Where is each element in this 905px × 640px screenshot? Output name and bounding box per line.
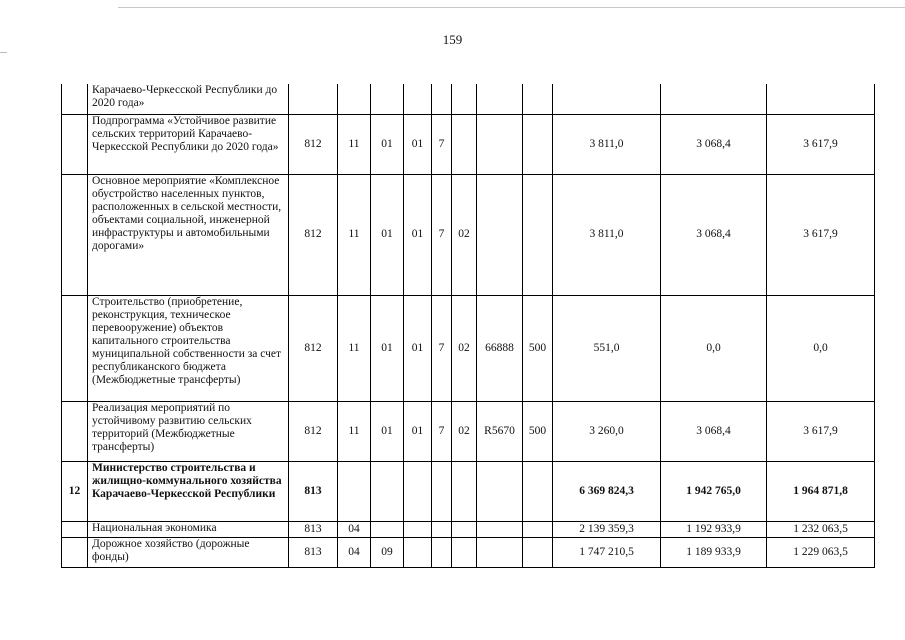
amount-2: 1 192 933,9 [661, 521, 767, 537]
code-gr: 812 [289, 174, 338, 295]
code-pr [371, 461, 404, 521]
row-name: Строительство (приобретение, реконструкция, техническое перевооружение) объектов капитального строительства муниципальной собственности за счет республиканского бюджета (Межбюджетные трансферты) [88, 295, 289, 401]
code-direction [477, 174, 523, 295]
amount-2: 1 189 933,9 [661, 537, 767, 567]
row-name: Национальная экономика [88, 521, 289, 537]
code-rz: 11 [338, 174, 371, 295]
table-row [62, 461, 875, 521]
table-row [62, 84, 875, 114]
row-number [62, 521, 88, 537]
row-number [62, 295, 88, 401]
amount-1: 3 260,0 [553, 401, 661, 461]
code-pr: 09 [371, 537, 404, 567]
code-program [404, 461, 432, 521]
code-subprogram [432, 461, 452, 521]
amount-3: 1 232 063,5 [767, 521, 875, 537]
code-vr: 500 [523, 295, 553, 401]
row-number [62, 84, 88, 114]
amount-2: 3 068,4 [661, 174, 767, 295]
code-gr: 812 [289, 295, 338, 401]
amount-3: 3 617,9 [767, 401, 875, 461]
code-vr [523, 537, 553, 567]
row-number [62, 401, 88, 461]
code-subprogram [432, 84, 452, 114]
row-name: Реализация мероприятий по устойчивому развитию сельских территорий (Межбюджетные трансферты) [88, 401, 289, 461]
amount-1: 551,0 [553, 295, 661, 401]
code-rz [338, 461, 371, 521]
code-gr: 812 [289, 401, 338, 461]
row-number [62, 114, 88, 174]
code-rz: 11 [338, 295, 371, 401]
code-gr [289, 84, 338, 114]
code-direction [477, 461, 523, 521]
table-row [62, 295, 875, 401]
code-program [404, 84, 432, 114]
code-direction [477, 84, 523, 114]
code-event: 02 [452, 295, 477, 401]
table-row [62, 114, 875, 174]
margin-mark [0, 52, 7, 53]
amount-3: 1 229 063,5 [767, 537, 875, 567]
amount-1 [553, 84, 661, 114]
code-direction: R5670 [477, 401, 523, 461]
amount-3: 0,0 [767, 295, 875, 401]
code-pr: 01 [371, 174, 404, 295]
amount-1: 3 811,0 [553, 114, 661, 174]
row-name: Дорожное хозяйство (дорожные фонды) [88, 537, 289, 567]
amount-1: 1 747 210,5 [553, 537, 661, 567]
code-vr [523, 174, 553, 295]
code-event [452, 521, 477, 537]
code-vr [523, 461, 553, 521]
code-program: 01 [404, 401, 432, 461]
code-program [404, 521, 432, 537]
code-direction [477, 114, 523, 174]
table-row [62, 401, 875, 461]
code-program: 01 [404, 295, 432, 401]
code-event: 02 [452, 174, 477, 295]
amount-3: 3 617,9 [767, 114, 875, 174]
row-name: Карачаево-Черкесской Республики до 2020 года» [88, 84, 289, 114]
amount-1: 6 369 824,3 [553, 461, 661, 521]
top-edge-line [118, 7, 905, 8]
code-event: 02 [452, 401, 477, 461]
code-vr [523, 521, 553, 537]
amount-2 [661, 84, 767, 114]
code-vr: 500 [523, 401, 553, 461]
amount-1: 3 811,0 [553, 174, 661, 295]
table-row [62, 521, 875, 537]
code-program: 01 [404, 114, 432, 174]
row-number: 12 [62, 461, 88, 521]
code-rz: 04 [338, 521, 371, 537]
code-pr: 01 [371, 295, 404, 401]
code-event [452, 461, 477, 521]
row-name: Подпрограмма «Устойчивое развитие сельских территорий Карачаево-Черкесской Республики до 2020 года» [88, 114, 289, 174]
budget-table [61, 84, 875, 568]
code-event [452, 537, 477, 567]
row-number [62, 174, 88, 295]
code-event [452, 114, 477, 174]
code-rz: 11 [338, 114, 371, 174]
amount-2: 3 068,4 [661, 401, 767, 461]
code-pr: 01 [371, 114, 404, 174]
code-direction [477, 521, 523, 537]
page-number: 159 [442, 32, 463, 47]
amount-3: 1 964 871,8 [767, 461, 875, 521]
amount-2: 1 942 765,0 [661, 461, 767, 521]
code-direction: 66888 [477, 295, 523, 401]
amount-3 [767, 84, 875, 114]
code-subprogram: 7 [432, 401, 452, 461]
code-event [452, 84, 477, 114]
amount-2: 3 068,4 [661, 114, 767, 174]
code-gr: 813 [289, 537, 338, 567]
code-subprogram [432, 537, 452, 567]
code-subprogram: 7 [432, 295, 452, 401]
row-name: Основное мероприятие «Комплексное обустройство населенных пунктов, расположенных в сельской местности, объектами социальной, инженерной инфраструктуры и автомобильными дорогами» [88, 174, 289, 295]
code-program [404, 537, 432, 567]
code-pr: 01 [371, 401, 404, 461]
code-vr [523, 114, 553, 174]
amount-3: 3 617,9 [767, 174, 875, 295]
code-pr [371, 521, 404, 537]
code-program: 01 [404, 174, 432, 295]
code-rz [338, 84, 371, 114]
code-direction [477, 537, 523, 567]
code-subprogram: 7 [432, 114, 452, 174]
code-rz: 11 [338, 401, 371, 461]
row-name: Министерство строительства и жилищно-коммунального хозяйства Карачаево-Черкесской Республики [88, 461, 289, 521]
code-subprogram: 7 [432, 174, 452, 295]
table-row [62, 537, 875, 567]
table-row [62, 174, 875, 295]
row-number [62, 537, 88, 567]
code-rz: 04 [338, 537, 371, 567]
code-gr: 813 [289, 461, 338, 521]
amount-1: 2 139 359,3 [553, 521, 661, 537]
code-vr [523, 84, 553, 114]
code-gr: 813 [289, 521, 338, 537]
code-subprogram [432, 521, 452, 537]
code-pr [371, 84, 404, 114]
code-gr: 812 [289, 114, 338, 174]
amount-2: 0,0 [661, 295, 767, 401]
